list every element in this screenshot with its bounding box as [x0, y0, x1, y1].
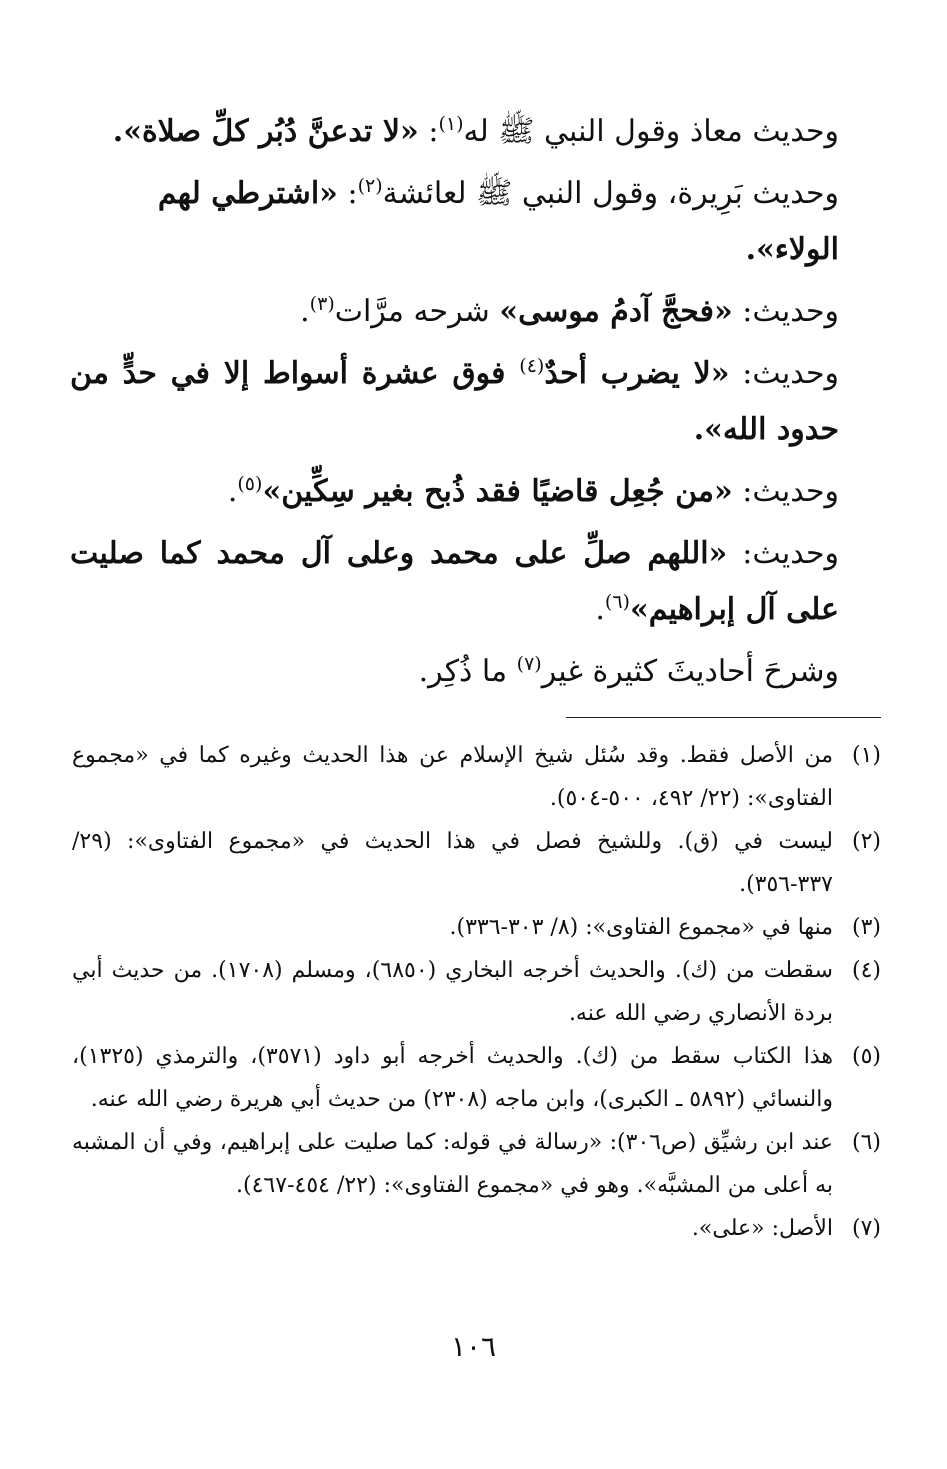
text-span: وحديث معاذ وقول النبي ﷺ له	[463, 114, 839, 149]
footnote-ref[interactable]: (٢)	[357, 175, 383, 197]
footnote-number: (٦)	[851, 1130, 881, 1155]
footnote-ref[interactable]: (٦)	[604, 591, 630, 613]
footnote-item	[72, 949, 881, 1035]
footnote-separator	[566, 717, 881, 718]
paragraph-barira	[70, 166, 839, 278]
footnote-text: من الأصل فقط. وقد سُئل شيخ الإسلام عن هذا الحديث وغيره كما في «مجموع الفتاوى»: (٢٢/ ٤٩٢، ٥٠٠-٥٠٤).	[72, 743, 833, 811]
text-span: .	[595, 592, 605, 627]
hadith-quote: «فحجَّ آدمُ موسى»	[499, 294, 733, 329]
paragraph-qadi	[70, 464, 839, 520]
footnote-number: (٧)	[851, 1216, 881, 1241]
text-span: ما ذُكِر.	[418, 654, 517, 689]
footnote-number: (١)	[851, 743, 881, 768]
text-span: .	[300, 294, 310, 329]
text-span: شرحه مرَّات	[334, 294, 500, 329]
footnote-text: سقطت من (ك). والحديث أخرجه البخاري (٦٨٥٠)، ومسلم (١٧٠٨). من حديث أبي بردة الأنصاري رضي الله عنه.	[72, 958, 833, 1026]
paragraph-ashara-aswat	[70, 346, 839, 458]
footnote-item	[72, 906, 881, 949]
footnote-item	[72, 734, 881, 820]
footnote-number: (٥)	[851, 1044, 881, 1069]
hadith-quote: «لا تدعنَّ دُبُر كلِّ صلاة».	[112, 114, 419, 149]
footnotes	[72, 734, 881, 1250]
footnote-text: عند ابن رشيِّق (ص٣٠٦): «رسالة في قوله: كما صليت على إبراهيم، وفي أن المشبه به أعلى من المشبَّه». وهو في «مجموع الفتاوى»: (٢٢/ ٤٥٤-٤٦٧).	[72, 1130, 833, 1198]
footnote-ref[interactable]: (١)	[438, 113, 464, 135]
main-text	[70, 104, 839, 706]
paragraph-muadh	[70, 104, 839, 160]
footnote-text: منها في «مجموع الفتاوى»: (٨/ ٣٠٣-٣٣٦).	[449, 915, 833, 940]
footnote-number: (٤)	[851, 958, 881, 983]
footnote-item	[72, 1207, 881, 1250]
hadith-quote: فوق عشرة أسواط إلا في حدٍّ من حدود الله».	[70, 356, 839, 447]
footnote-text: الأصل: «على».	[691, 1216, 833, 1241]
footnote-item	[72, 1121, 881, 1207]
footnote-number: (٣)	[851, 915, 881, 940]
page-number: ١٠٦	[450, 1330, 497, 1363]
text-span: وشرحَ أحاديثَ كثيرة غير	[541, 654, 839, 689]
hadith-quote: «من جُعِل قاضيًا فقد ذُبح بغير سِكِّين»	[262, 474, 733, 509]
text-span: وحديث:	[729, 356, 839, 391]
footnote-item	[72, 1035, 881, 1121]
text-span: وحديث:	[727, 536, 839, 571]
paragraph-adam-musa	[70, 284, 839, 340]
text-span: :	[337, 176, 358, 211]
footnote-text: ليست في (ق). وللشيخ فصل في هذا الحديث في «مجموع الفتاوى»: (٢٩/ ٣٣٧-٣٥٦).	[72, 829, 833, 897]
footnote-text: هذا الكتاب سقط من (ك). والحديث أخرجه أبو داود (٣٥٧١)، والترمذي (١٣٢٥)، والنسائي (٥٨٩٢ ـ الكبرى)، وابن ماجه (٢٣٠٨) من حديث أبي هريرة رضي الله عنه.	[72, 1044, 833, 1112]
footnote-item	[72, 820, 881, 906]
text-span: .	[227, 474, 238, 509]
paragraph-closing	[70, 644, 839, 700]
footnote-ref[interactable]: (٥)	[237, 473, 263, 495]
text-span: وحديث بَرِيرة، وقول النبي ﷺ لعائشة	[382, 176, 839, 211]
paragraph-salat-ibrahimiyya	[70, 526, 839, 638]
hadith-quote: «لا يضرب أحدٌ	[544, 356, 730, 391]
footnote-ref[interactable]: (٤)	[519, 355, 545, 377]
footnote-ref[interactable]: (٧)	[516, 653, 542, 675]
footnote-number: (٢)	[851, 829, 881, 854]
text-span: :	[418, 114, 439, 149]
footnote-ref[interactable]: (٣)	[309, 293, 335, 315]
text-span: وحديث:	[732, 474, 839, 509]
hadith-quote: «اللهم صلِّ على محمد وعلى آل محمد كما صليت على آل إبراهيم»	[70, 536, 839, 627]
text-span: وحديث:	[732, 294, 839, 329]
hadith-quote: «اشترطي لهم الولاء».	[157, 176, 839, 267]
